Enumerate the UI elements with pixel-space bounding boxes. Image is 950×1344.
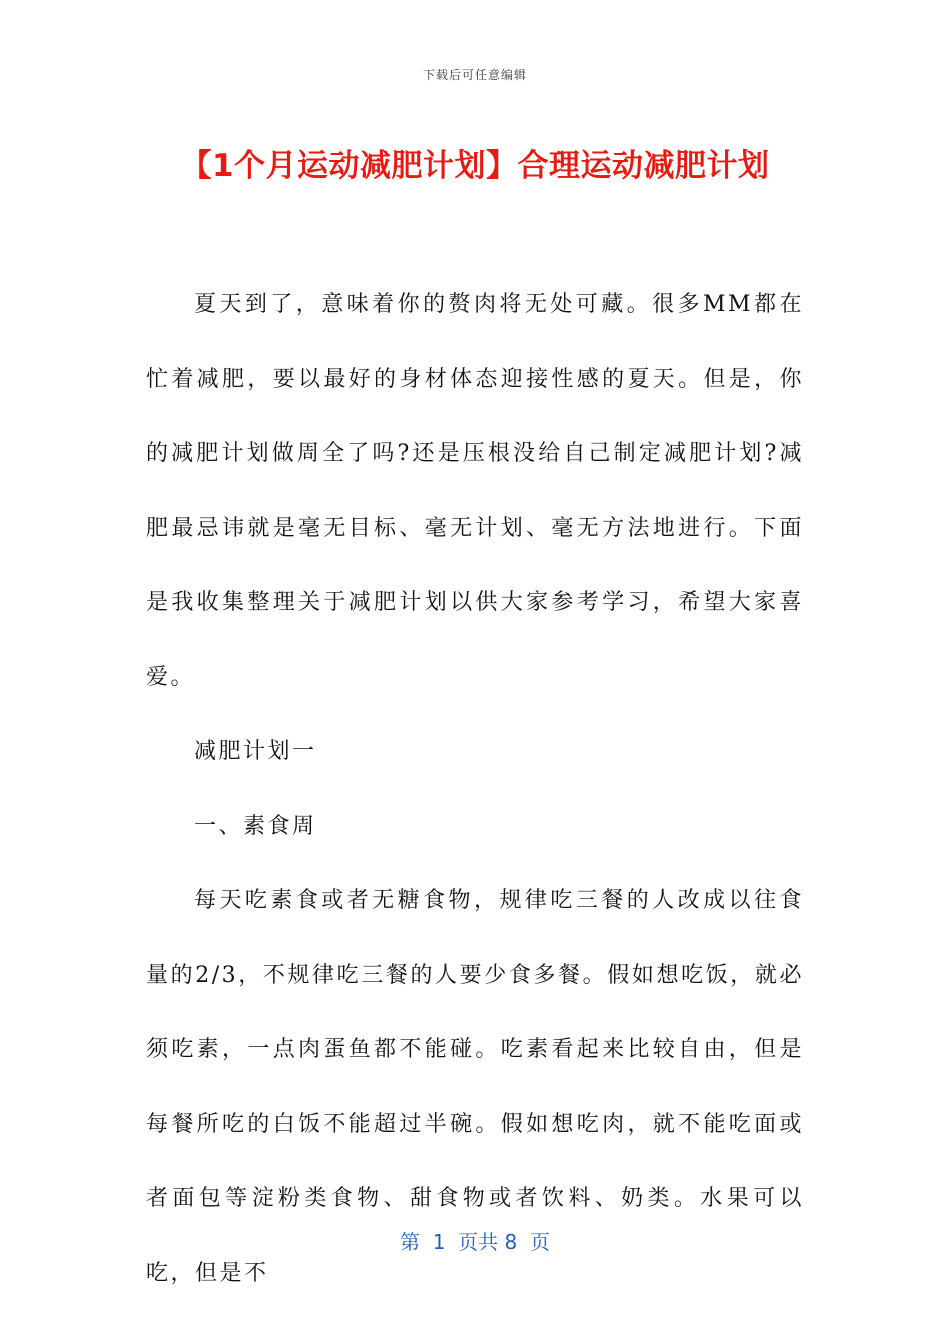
body-paragraph: 每天吃素食或者无糖食物，规律吃三餐的人改成以往食量的2/3，不规律吃三餐的人要少食多餐。假如想吃饭，就必须吃素，一点肉蛋鱼都不能碰。吃素看起来比较自由，但是每餐所吃的白饭不能超过半碗。假如想吃肉，就不能吃面或者面包等淀粉类食物、甜食物或者饮料、奶类。水果可以吃，但是不 (146, 888, 804, 1286)
section-heading: 减肥计划一 (194, 739, 317, 764)
document-title: 【1个月运动减肥计划】合理运动减肥计划 (180, 148, 770, 184)
intro-paragraph: 夏天到了，意味着你的赘肉将无处可藏。很多MM都在忙着减肥，要以最好的身材体态迎接性感的夏天。但是，你的减肥计划做周全了吗?还是压根没给自己制定减肥计划?减肥最忌讳就是毫无目标、毫无计划、毫无方法地进行。下面是我收集整理关于减肥计划以供大家参考学习，希望大家喜爱。 (146, 292, 804, 690)
subsection-heading: 一、素食周 (194, 813, 317, 839)
document-body (146, 268, 804, 1311)
page-number: 第 1 页共 8 页 (400, 1230, 550, 1254)
header-note: 下载后可任意编辑 (422, 68, 527, 82)
